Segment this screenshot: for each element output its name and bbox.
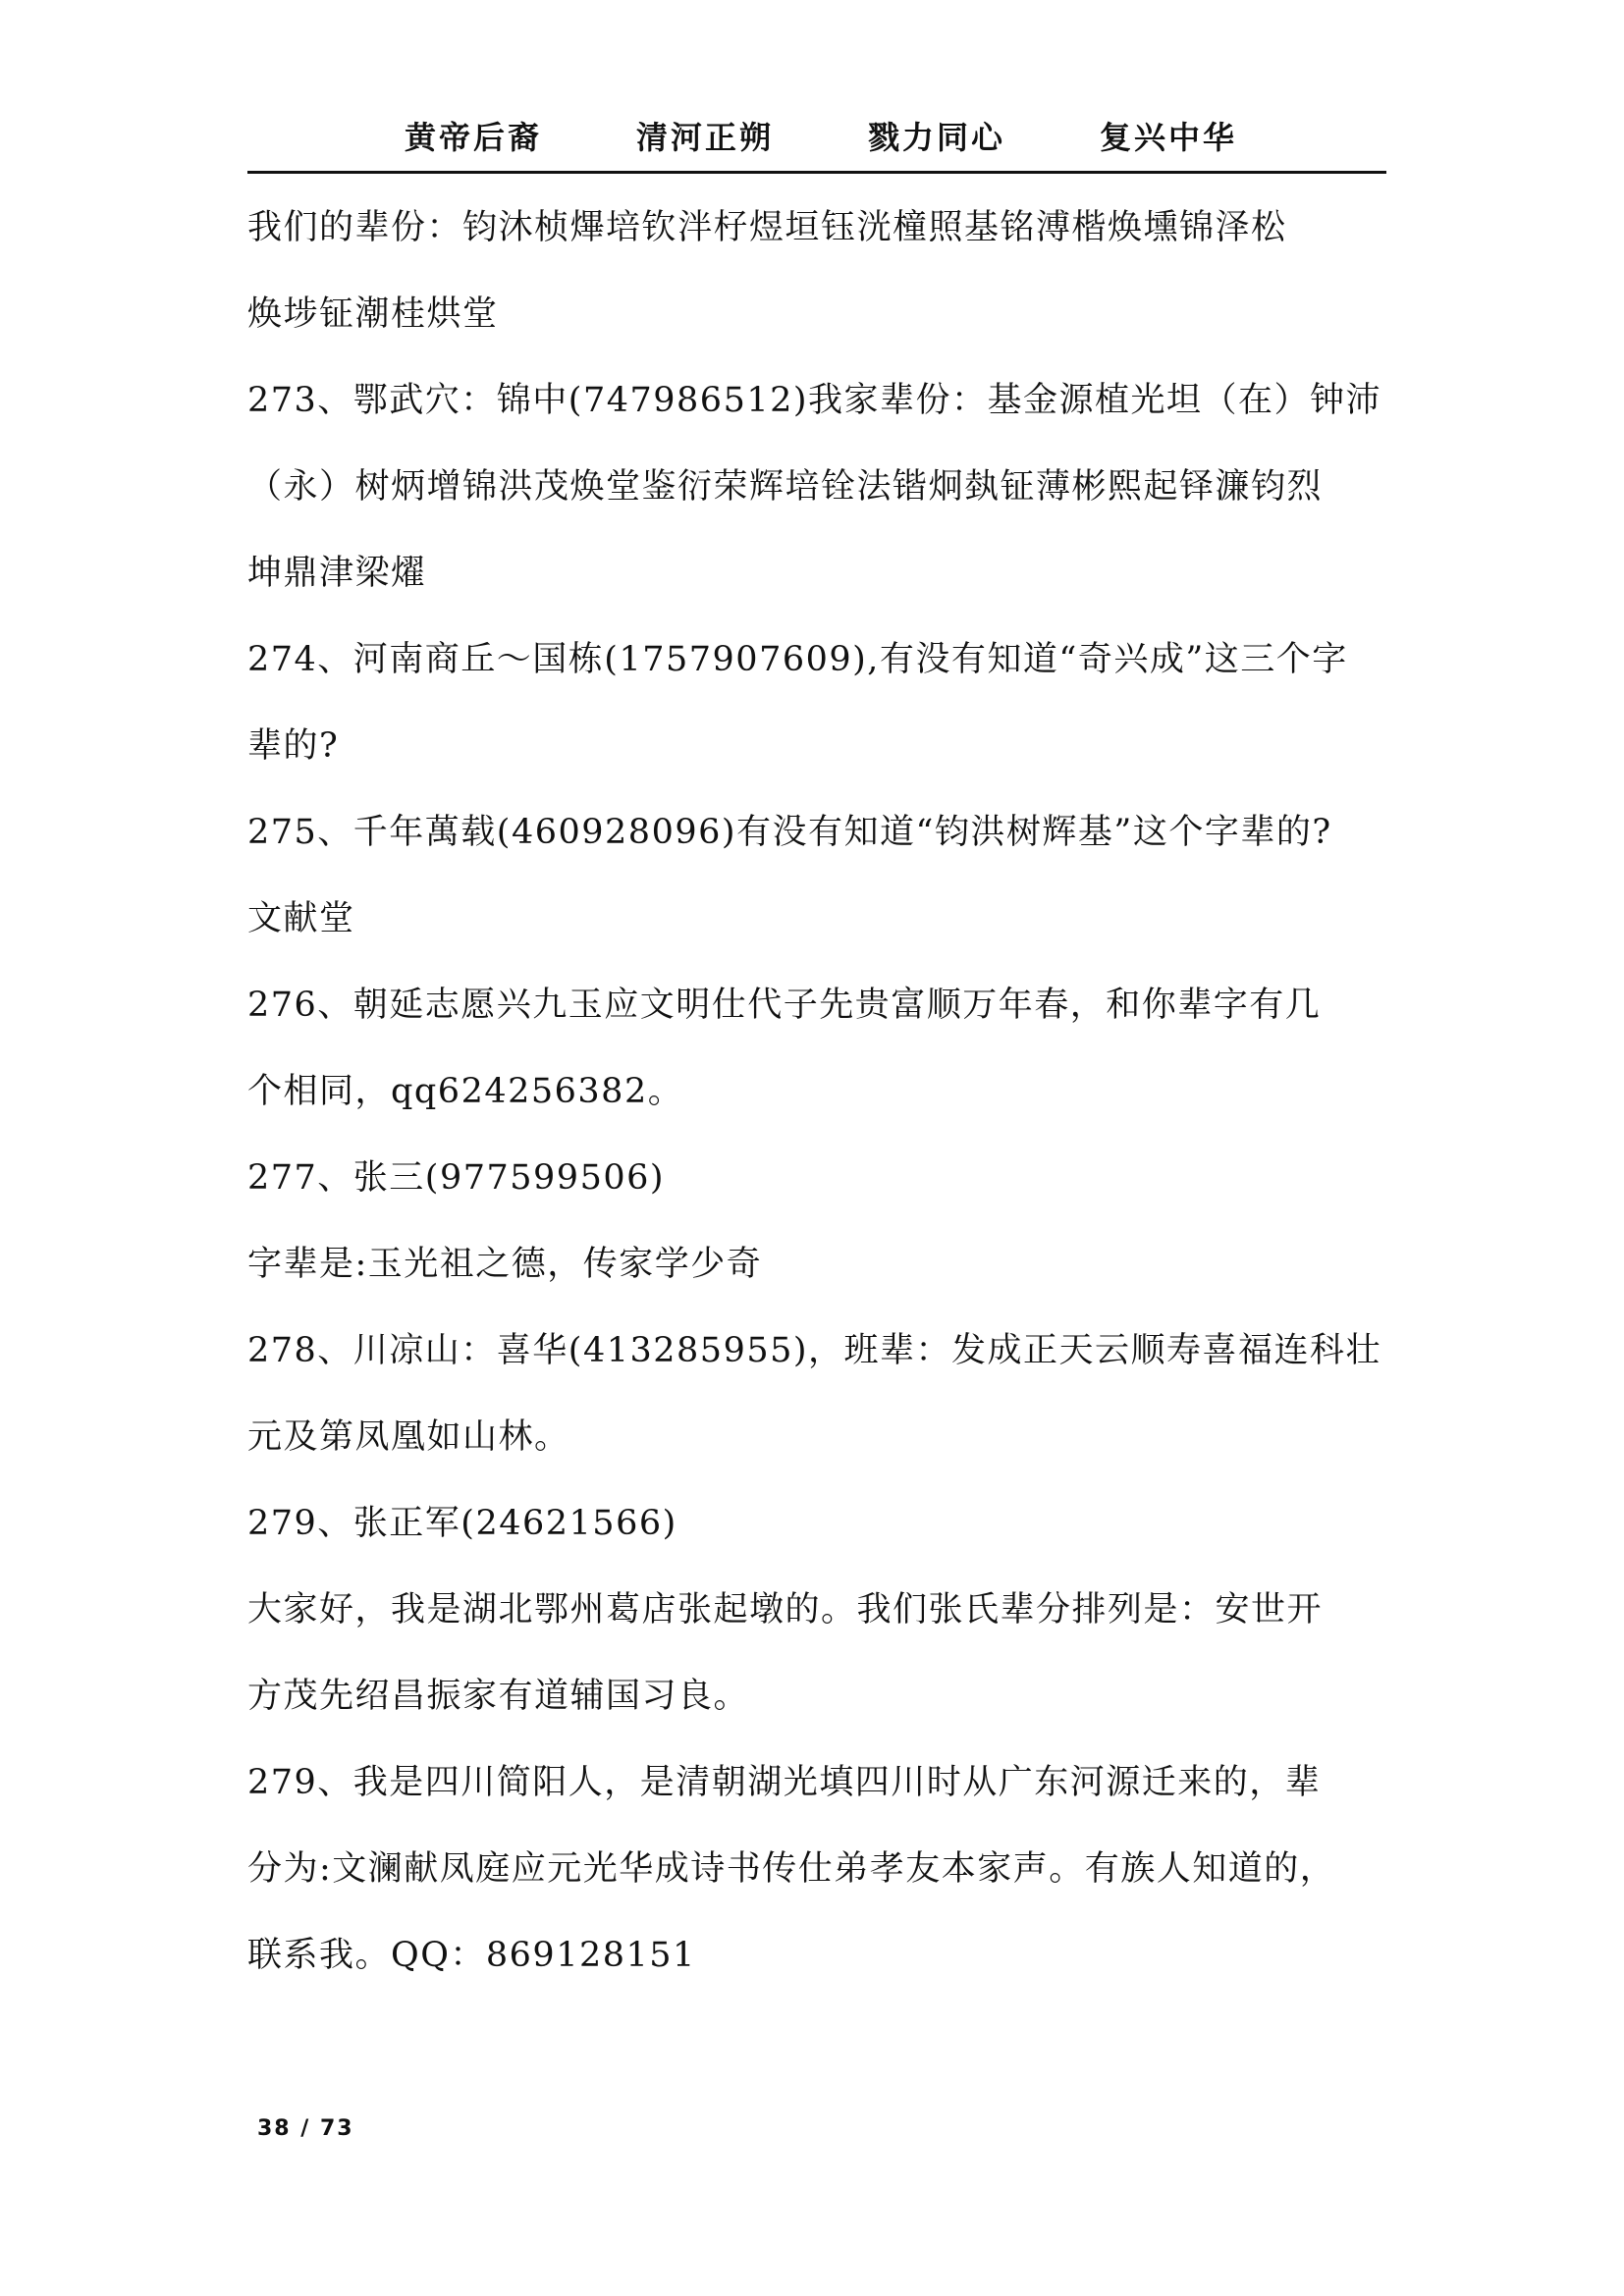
text-line: 279、我是四川简阳人，是清朝湖光填四川时从广东河源迁来的，辈	[247, 1763, 1322, 1802]
text-line: 278、川凉山：喜华(413285955)，班辈：发成正天云顺寿喜福连科壮	[247, 1331, 1382, 1370]
text-line: 分为:文澜献凤庭应元光华成诗书传仕弟孝友本家声。有族人知道的，	[247, 1849, 1336, 1889]
text-line: （永）树炳增锦洪茂焕堂鉴衍荣辉培铨法锴炯埶钲薄彬熙起铎濂钧烈	[247, 467, 1324, 507]
text-line: 焕埗钲潮桂烘堂	[247, 294, 499, 334]
text-line: 文献堂	[247, 899, 355, 938]
text-line: 大家好，我是湖北鄂州葛店张起墩的。我们张氏辈分排列是：安世开	[247, 1590, 1324, 1629]
document-body	[247, 206, 1396, 2020]
text-line: 字辈是:玉光祖之德，传家学少奇	[247, 1245, 763, 1284]
text-line: 273、鄂武穴：锦中(747986512)我家辈份：基金源植光坦（在）钟沛	[247, 381, 1382, 420]
text-line: 279、张正军(24621566)	[247, 1504, 677, 1543]
text-line: 坤鼎津梁燿	[247, 554, 427, 593]
text-line: 联系我。QQ：869128151	[247, 1936, 696, 1975]
page-number: 38 / 73	[257, 2116, 354, 2141]
header-slogan-2: 清河正朔	[636, 119, 775, 156]
header-slogan-4: 复兴中华	[1100, 119, 1238, 156]
text-line: 元及第凤凰如山林。	[247, 1417, 570, 1457]
header-slogan-1: 黄帝后裔	[405, 119, 543, 156]
text-line: 个相同，qq624256382。	[247, 1072, 684, 1111]
text-line: 276、朝延志愿兴九玉应文明仕代子先贵富顺万年春，和你辈字有几	[247, 986, 1322, 1025]
header-slogan-3: 戮力同心	[868, 119, 1006, 156]
text-line: 277、张三(977599506)	[247, 1158, 666, 1198]
text-line: 辈的?	[247, 726, 340, 766]
text-line: 我们的辈份：钧沐桢熚培钦泮杍煜垣钰洸橦照基铭溥楷焕壎锦泽松	[247, 208, 1287, 247]
header-slogans	[405, 116, 1331, 159]
page-header	[247, 116, 1386, 174]
text-line: 275、千年萬载(460928096)有没有知道“钧洪树辉基”这个字辈的?	[247, 813, 1332, 852]
text-line: 方茂先绍昌振家有道辅国习良。	[247, 1677, 750, 1716]
text-line: 274、河南商丘～国栋(1757907609),有没有知道“奇兴成”这三个字	[247, 640, 1348, 679]
